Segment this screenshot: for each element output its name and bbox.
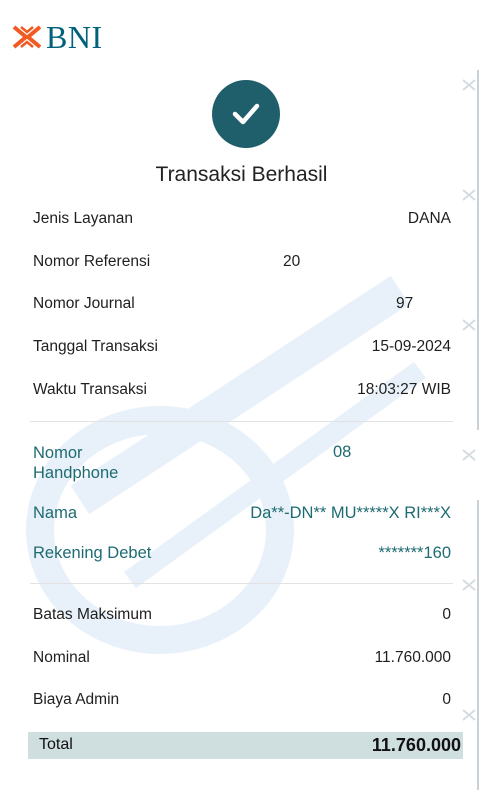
detail-row-nomor-journal (33, 295, 451, 317)
detail-row-jenis-layanan (33, 210, 451, 232)
detail-row-rekening-debet (33, 544, 451, 566)
detail-label: Nomor Journal (33, 295, 135, 312)
detail-row-nominal (33, 649, 451, 671)
detail-row-waktu-transaksi (33, 381, 451, 403)
detail-value: 18:03:27 WIB (357, 381, 451, 398)
detail-label: Biaya Admin (33, 691, 120, 708)
section-divider (30, 583, 453, 584)
detail-value: 15-09-2024 (371, 338, 451, 355)
detail-value: 0 (442, 691, 451, 708)
detail-value: Da**-DN** MU*****X RI***X (250, 504, 451, 522)
detail-label: Tanggal Transaksi (33, 338, 158, 355)
detail-value: DANA (407, 210, 451, 227)
detail-row-batas-maksimum (33, 606, 451, 628)
detail-label: Jenis Layanan (33, 210, 133, 227)
detail-label: Waktu Transaksi (33, 381, 147, 398)
bni-logo-text: BNI (46, 19, 103, 55)
page-title: Transaksi Berhasil (155, 163, 328, 186)
detail-value: 20 (283, 253, 301, 270)
total-label: Total (39, 736, 73, 753)
detail-value: *******160 (378, 544, 451, 562)
detail-row-nomor-handphone (33, 443, 451, 487)
detail-value: 97 (396, 295, 414, 312)
total-row (28, 732, 463, 759)
detail-label: Batas Maksimum (33, 606, 152, 623)
total-value: 11.760.000 (371, 735, 461, 755)
detail-value: 11.760.000 (374, 649, 451, 666)
detail-label: Rekening Debet (33, 544, 152, 562)
section-divider (30, 421, 453, 422)
check-icon (228, 96, 264, 132)
success-check-icon (212, 80, 280, 148)
detail-label: Nomor Handphone (33, 444, 119, 482)
bni-logo (12, 20, 103, 54)
detail-row-biaya-admin (33, 691, 451, 713)
detail-row-nama (33, 504, 451, 526)
detail-label: Nominal (33, 649, 90, 666)
detail-row-nomor-referensi (33, 253, 451, 275)
detail-label: Nama (33, 504, 78, 522)
bni-logo-icon (12, 24, 42, 50)
detail-value: 08 (333, 443, 352, 461)
detail-value: 0 (442, 606, 451, 623)
detail-row-tanggal-transaksi (33, 338, 451, 360)
detail-label: Nomor Referensi (33, 253, 151, 270)
